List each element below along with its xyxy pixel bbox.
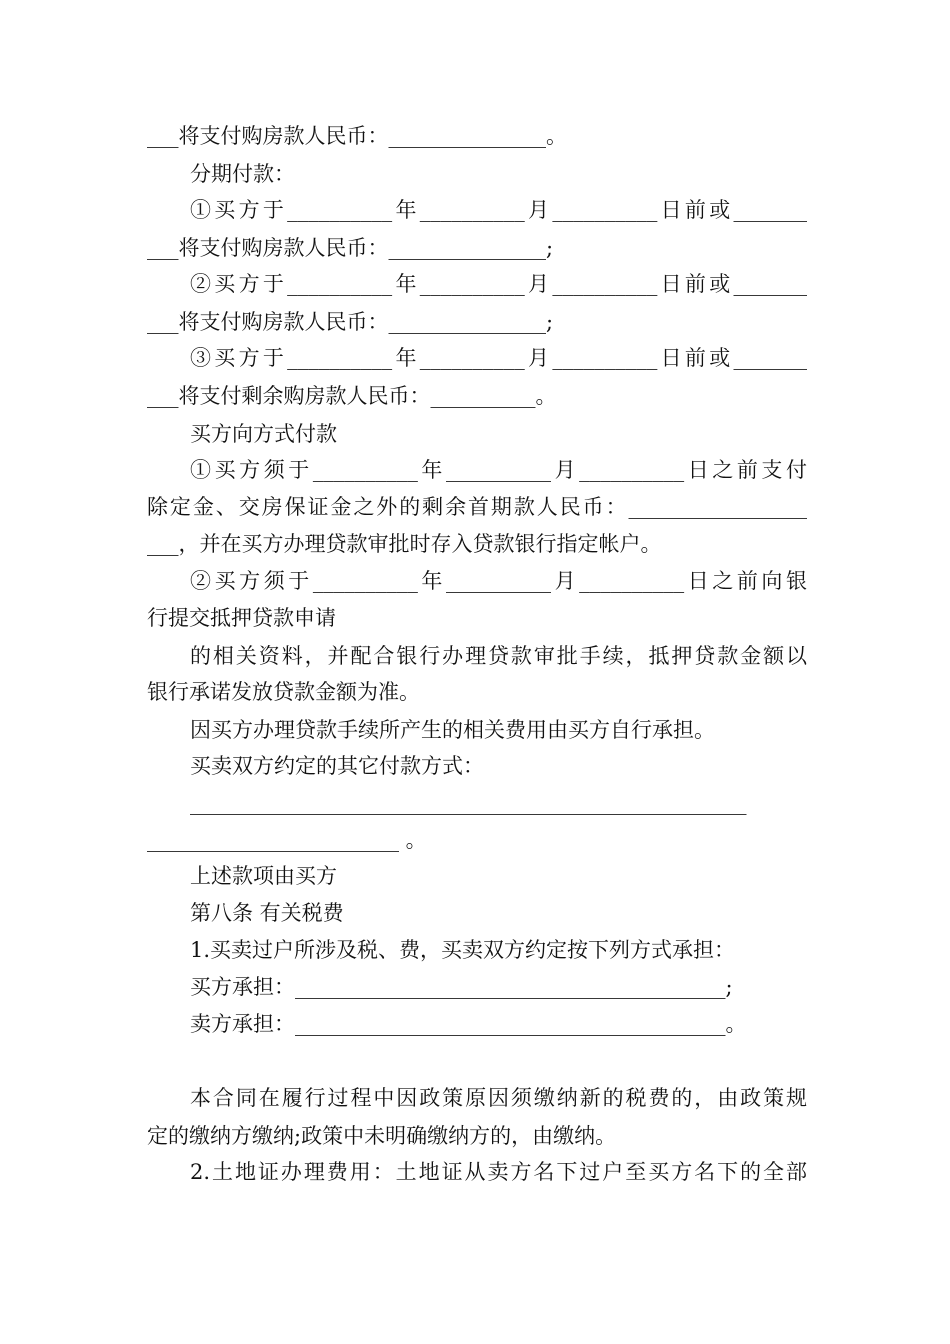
paragraph-line: 买卖双方约定的其它付款方式： — [190, 754, 484, 778]
paragraph-line: ①买方于__________年__________月__________日前或_______ — [190, 198, 807, 222]
paragraph-line: ①买方须于__________年__________月__________日之前支付 — [190, 458, 807, 482]
paragraph-line: _____________________________________________________ — [190, 791, 747, 815]
paragraph-line: 买方承担：_________________________________________; — [190, 975, 733, 999]
paragraph-line: ___将支付剩余购房款人民币：__________。 — [147, 384, 557, 408]
paragraph-line: ③买方于__________年__________月__________日前或_______ — [190, 346, 807, 370]
paragraph-line: 定的缴纳方缴纳;政策中未明确缴纳方的，由缴纳。 — [147, 1124, 617, 1148]
paragraph-line: 除定金、交房保证金之外的剩余首期款人民币：_________________ — [147, 495, 807, 519]
paragraph-line: ___将支付购房款人民币：_______________。 — [147, 124, 567, 148]
paragraph-line: ___将支付购房款人民币：_______________; — [147, 236, 554, 260]
paragraph-line: 上述款项由买方 — [190, 864, 337, 888]
paragraph-line: ②买方于__________年__________月__________日前或_______ — [190, 272, 807, 296]
paragraph-line: 银行承诺发放贷款金额为准。 — [147, 680, 420, 704]
paragraph-line: 行提交抵押贷款申请 — [147, 606, 336, 630]
paragraph-line: 分期付款： — [190, 162, 295, 186]
paragraph-line: 的相关资料，并配合银行办理贷款审批手续，抵押贷款金额以 — [190, 644, 807, 668]
paragraph-line: 1.买卖过户所涉及税、费，买卖双方约定按下列方式承担： — [190, 938, 736, 962]
paragraph-line: ________________________ 。 — [147, 828, 427, 852]
section-heading: 第八条 有关税费 — [190, 901, 344, 925]
paragraph-line: ②买方须于__________年__________月__________日之前向银 — [190, 569, 807, 593]
paragraph-line: 买方向方式付款 — [190, 422, 337, 446]
paragraph-line: 2.土地证办理费用：土地证从卖方名下过户至买方名下的全部 — [190, 1160, 807, 1184]
paragraph-line: ___，并在买方办理贷款审批时存入贷款银行指定帐户。 — [147, 532, 662, 556]
paragraph-line: 卖方承担：_________________________________________。 — [190, 1012, 747, 1036]
paragraph-line: 本合同在履行过程中因政策原因须缴纳新的税费的，由政策规 — [190, 1086, 807, 1110]
paragraph-line: ___将支付购房款人民币：_______________; — [147, 310, 554, 334]
paragraph-line: 因买方办理贷款手续所产生的相关费用由买方自行承担。 — [190, 718, 715, 742]
